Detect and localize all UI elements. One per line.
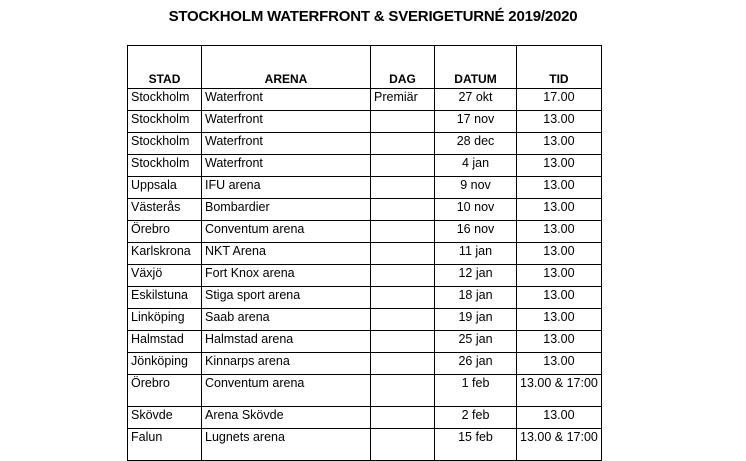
- cell-datum: 1 feb: [435, 375, 517, 407]
- cell-datum: 19 jan: [435, 309, 517, 331]
- cell-stad: Västerås: [128, 199, 202, 221]
- cell-dag: [371, 407, 435, 429]
- cell-datum: 28 dec: [435, 133, 517, 155]
- cell-dag: [371, 375, 435, 407]
- cell-tid: 13.00 & 17:00: [517, 429, 602, 461]
- cell-arena: Saab arena: [202, 309, 371, 331]
- cell-dag: [371, 133, 435, 155]
- cell-dag: [371, 221, 435, 243]
- cell-tid: 13.00: [517, 407, 602, 429]
- table-row: [128, 199, 602, 221]
- cell-arena: Waterfront: [202, 133, 371, 155]
- cell-stad: Linköping: [128, 309, 202, 331]
- table-row: [128, 177, 602, 199]
- header-dag: DAG: [371, 46, 435, 89]
- cell-datum: 18 jan: [435, 287, 517, 309]
- cell-stad: Växjö: [128, 265, 202, 287]
- cell-arena: Kinnarps arena: [202, 353, 371, 375]
- cell-tid: 13.00: [517, 177, 602, 199]
- cell-dag: [371, 287, 435, 309]
- cell-datum: 15 feb: [435, 429, 517, 461]
- cell-stad: Stockholm: [128, 133, 202, 155]
- cell-tid: 13.00: [517, 111, 602, 133]
- cell-arena: Halmstad arena: [202, 331, 371, 353]
- table-row: [128, 375, 602, 407]
- cell-stad: Stockholm: [128, 89, 202, 111]
- cell-arena: Waterfront: [202, 89, 371, 111]
- cell-arena: Bombardier: [202, 199, 371, 221]
- cell-tid: 13.00: [517, 287, 602, 309]
- cell-dag: [371, 177, 435, 199]
- table-row: [128, 407, 602, 429]
- table-row: [128, 287, 602, 309]
- cell-datum: 25 jan: [435, 331, 517, 353]
- cell-arena: Waterfront: [202, 111, 371, 133]
- table-row: [128, 89, 602, 111]
- table-row: [128, 221, 602, 243]
- cell-stad: Karlskrona: [128, 243, 202, 265]
- header-stad: STAD: [128, 46, 202, 89]
- table-row: [128, 155, 602, 177]
- cell-datum: 10 nov: [435, 199, 517, 221]
- cell-tid: 13.00: [517, 155, 602, 177]
- cell-arena: Conventum arena: [202, 375, 371, 407]
- cell-arena: NKT Arena: [202, 243, 371, 265]
- header-tid: TID: [517, 46, 602, 89]
- cell-stad: Skövde: [128, 407, 202, 429]
- cell-datum: 27 okt: [435, 89, 517, 111]
- cell-dag: [371, 265, 435, 287]
- cell-dag: [371, 111, 435, 133]
- cell-arena: Waterfront: [202, 155, 371, 177]
- cell-tid: 13.00: [517, 353, 602, 375]
- cell-dag: [371, 155, 435, 177]
- cell-datum: 4 jan: [435, 155, 517, 177]
- cell-arena: Stiga sport arena: [202, 287, 371, 309]
- cell-dag: [371, 199, 435, 221]
- cell-stad: Falun: [128, 429, 202, 461]
- cell-datum: 11 jan: [435, 243, 517, 265]
- table-row: [128, 353, 602, 375]
- cell-stad: Örebro: [128, 375, 202, 407]
- cell-tid: 13.00: [517, 265, 602, 287]
- cell-tid: 17.00: [517, 89, 602, 111]
- table-row: [128, 429, 602, 461]
- header-arena: ARENA: [202, 46, 371, 89]
- cell-arena: Lugnets arena: [202, 429, 371, 461]
- table-row: [128, 265, 602, 287]
- table-row: [128, 331, 602, 353]
- cell-tid: 13.00 & 17:00: [517, 375, 602, 407]
- cell-datum: 9 nov: [435, 177, 517, 199]
- cell-stad: Uppsala: [128, 177, 202, 199]
- table-row: [128, 111, 602, 133]
- cell-datum: 17 nov: [435, 111, 517, 133]
- cell-dag: [371, 331, 435, 353]
- cell-arena: Fort Knox arena: [202, 265, 371, 287]
- cell-stad: Eskilstuna: [128, 287, 202, 309]
- cell-tid: 13.00: [517, 243, 602, 265]
- cell-tid: 13.00: [517, 221, 602, 243]
- tour-schedule-table: [127, 45, 602, 461]
- table-row: [128, 133, 602, 155]
- cell-tid: 13.00: [517, 199, 602, 221]
- page-title: STOCKHOLM WATERFRONT & SVERIGETURNÉ 2019/2020: [168, 8, 578, 25]
- cell-dag: Premiär: [371, 89, 435, 111]
- cell-datum: 16 nov: [435, 221, 517, 243]
- cell-dag: [371, 309, 435, 331]
- cell-tid: 13.00: [517, 331, 602, 353]
- header-datum: DATUM: [435, 46, 517, 89]
- cell-datum: 2 feb: [435, 407, 517, 429]
- cell-dag: [371, 243, 435, 265]
- header-row: [128, 46, 602, 89]
- cell-arena: Conventum arena: [202, 221, 371, 243]
- cell-stad: Stockholm: [128, 155, 202, 177]
- cell-dag: [371, 429, 435, 461]
- cell-arena: Arena Skövde: [202, 407, 371, 429]
- cell-datum: 26 jan: [435, 353, 517, 375]
- cell-stad: Stockholm: [128, 111, 202, 133]
- table-body: [128, 89, 602, 461]
- cell-stad: Örebro: [128, 221, 202, 243]
- table-row: [128, 243, 602, 265]
- cell-dag: [371, 353, 435, 375]
- cell-tid: 13.00: [517, 309, 602, 331]
- cell-stad: Halmstad: [128, 331, 202, 353]
- cell-tid: 13.00: [517, 133, 602, 155]
- cell-stad: Jönköping: [128, 353, 202, 375]
- cell-datum: 12 jan: [435, 265, 517, 287]
- cell-arena: IFU arena: [202, 177, 371, 199]
- table-row: [128, 309, 602, 331]
